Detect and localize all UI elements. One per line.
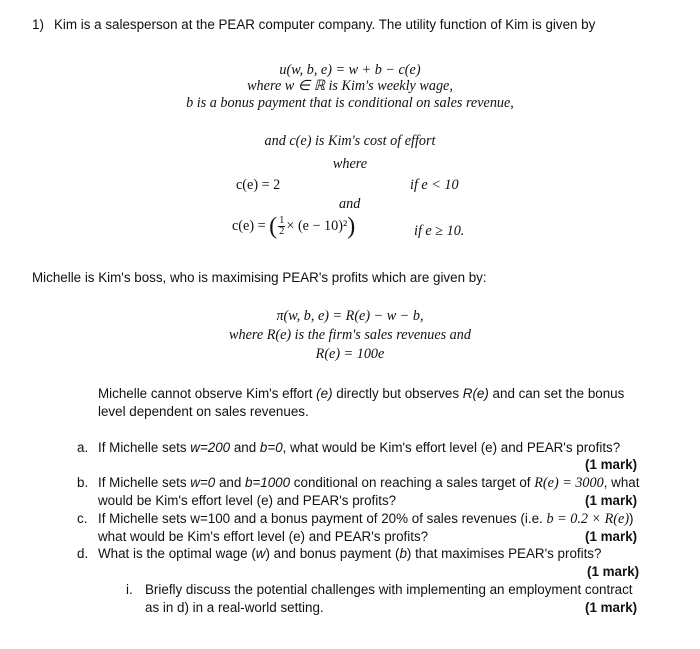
part-a-text <box>98 440 620 455</box>
and-text: and <box>339 196 361 212</box>
part-b-wage: w=0 <box>190 475 216 490</box>
part-b-label: b. <box>77 475 89 490</box>
part-i-line-2: as in d) in a real-world setting. <box>145 600 324 615</box>
part-c-label: c. <box>77 511 88 526</box>
cost-case-1: c(e) = 2 <box>236 177 281 193</box>
part-i-label: i. <box>126 582 133 597</box>
part-a-mark: (1 mark) <box>585 457 638 472</box>
observe-line-1 <box>98 386 624 401</box>
part-a-wage: w=200 <box>190 440 231 455</box>
part-b-text <box>98 475 639 492</box>
part-d-mark: (1 mark) <box>587 564 640 579</box>
where-text: where <box>332 156 368 172</box>
revenue-equation: R(e) = 100e <box>315 346 385 362</box>
part-d-t3: ) that maximises PEAR's profits? <box>406 546 602 561</box>
part-c-line-2: what would be Kim's effort level (e) and PEAR's profits? <box>98 529 429 544</box>
boss-intro: Michelle is Kim's boss, who is maximising PEAR's profits which are given by: <box>32 270 487 285</box>
part-d-t1: What is the optimal wage ( <box>98 546 256 561</box>
part-a-label: a. <box>77 440 89 455</box>
observe-text-a: Michelle cannot observe Kim's effort <box>98 386 317 401</box>
part-b-mark: (1 mark) <box>585 493 638 508</box>
observe-text-c: and can set the bonus <box>488 386 625 401</box>
part-d-label: d. <box>77 546 89 561</box>
cost-case-2-rest: × (e − 10)² <box>286 217 348 234</box>
part-b-t2: and <box>215 475 246 490</box>
cost-case-2-condition: if e ≥ 10. <box>414 223 465 239</box>
part-c-text <box>98 511 634 528</box>
cost-case-1-condition: if e < 10 <box>410 177 459 193</box>
part-d-wage: w <box>255 546 266 561</box>
revenue-def: where R(e) is the firm's sales revenues and <box>229 327 471 343</box>
part-c-math: b = 0.2 × R(e) <box>546 511 630 527</box>
question-intro: Kim is a salesperson at the PEAR computer company. The utility function of Kim is given by <box>54 17 596 32</box>
part-i-mark: (1 mark) <box>585 600 638 615</box>
observe-text-b: directly but observes <box>332 386 463 401</box>
part-a-t2: and <box>230 440 260 455</box>
observe-revenue: R(e) <box>462 386 489 401</box>
part-d-text <box>98 546 601 561</box>
part-a-bonus: b=0 <box>259 440 283 455</box>
observe-line-2: level dependent on sales revenues. <box>98 404 309 419</box>
part-c-t2: ) <box>629 511 634 526</box>
part-b-t3: conditional on reaching a sales target of <box>290 475 535 490</box>
utility-equation: u(w, b, e) = w + b − c(e) <box>279 62 421 78</box>
part-b-t1: If Michelle sets <box>98 475 191 490</box>
part-c-mark: (1 mark) <box>585 529 638 544</box>
observe-effort: (e) <box>316 386 333 401</box>
part-a-t3: , what would be Kim's effort level (e) and PEAR's profits? <box>282 440 621 455</box>
utility-cost-def: and c(e) is Kim's cost of effort <box>264 133 436 149</box>
right-paren: ) <box>347 213 356 240</box>
utility-bonus-def: b is a bonus payment that is conditional on sales revenue, <box>186 95 514 111</box>
part-b-math: R(e) = 3000 <box>534 475 604 491</box>
cost-case-2-lhs: c(e) = <box>232 217 266 234</box>
fraction <box>278 216 285 237</box>
part-d-t2: ) and bonus payment ( <box>265 546 400 561</box>
fraction-denominator: 2 <box>279 226 285 237</box>
fraction-numerator: 1 <box>279 215 285 226</box>
part-b-bonus: b=1000 <box>245 475 291 490</box>
part-i-line-1: Briefly discuss the potential challenges with implementing an employment contract <box>145 582 633 597</box>
cost-case-2 <box>232 213 356 240</box>
utility-wage-def: where w ∈ ℝ is Kim's weekly wage, <box>247 78 453 94</box>
part-c-t1: If Michelle sets w=100 and a bonus payment of 20% of sales revenues (i.e. <box>98 511 547 526</box>
part-a-t1: If Michelle sets <box>98 440 191 455</box>
left-paren: ( <box>269 213 278 240</box>
profit-equation: π(w, b, e) = R(e) − w − b, <box>276 308 424 324</box>
part-d-bonus: b <box>399 546 407 561</box>
question-number: 1) <box>32 17 44 32</box>
part-b-t4: , what <box>603 475 640 490</box>
part-b-line-2: would be Kim's effort level (e) and PEAR's profits? <box>98 493 397 508</box>
